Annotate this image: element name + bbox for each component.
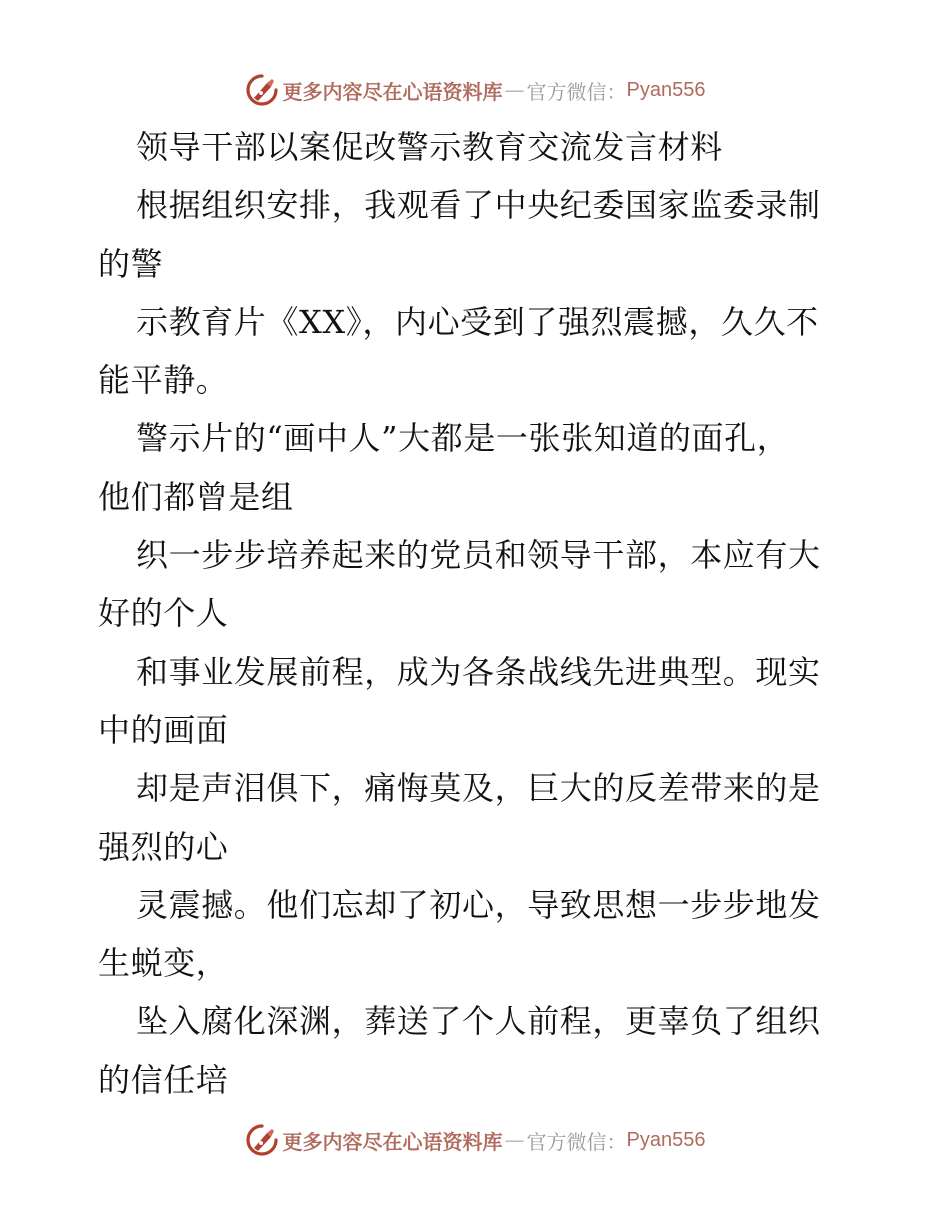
- header-contact-handle: Pyan556: [626, 78, 706, 101]
- header-contact-label: 官方微信：: [526, 79, 627, 104]
- footer-brand-text: 更多内容尽在心语资料库: [282, 1129, 503, 1154]
- text-line: 他们都曾是组: [98, 477, 294, 516]
- text-line: 的警: [98, 244, 164, 283]
- text-line: 生蜕变，: [98, 944, 229, 983]
- text-line: 却是声泪俱下，痛悔莫及，巨大的反差带来的是: [136, 769, 821, 808]
- text-line: 根据组织安排，我观看了中央纪委国家监委录制: [136, 186, 821, 225]
- text-line: 警示片的“画中人”大都是一张张知道的面孔，: [136, 419, 790, 458]
- pen-nib-logo-icon: [245, 1123, 279, 1157]
- header-brand-text: 更多内容尽在心语资料库: [282, 79, 503, 104]
- document-body: [98, 118, 858, 1109]
- document-title: 领导干部以案促改警示教育交流发言材料: [136, 128, 723, 166]
- text-line: 中的画面: [98, 710, 229, 749]
- footer-contact-handle: Pyan556: [626, 1128, 706, 1151]
- text-line: 的信任培: [98, 1060, 229, 1099]
- footer-banner: [0, 1120, 950, 1160]
- text-line: 好的个人: [98, 594, 229, 633]
- text-line: 织一步步培养起来的党员和领导干部，本应有大: [136, 536, 821, 575]
- footer-contact-label: 官方微信：: [526, 1129, 627, 1154]
- text-line: 坠入腐化深渊，葬送了个人前程，更辜负了组织: [136, 1002, 821, 1041]
- footer-separator: —: [504, 1128, 525, 1152]
- text-line: 灵震撼。他们忘却了初心，导致思想一步步地发: [136, 885, 821, 924]
- text-line: 和事业发展前程，成为各条战线先进典型。现实: [136, 652, 821, 691]
- text-line: 示教育片《XX》，内心受到了强烈震撼，久久不: [136, 302, 819, 341]
- text-line: 强烈的心: [98, 827, 229, 866]
- header-banner: [0, 70, 950, 110]
- text-line: 能平静。: [98, 361, 229, 400]
- pen-nib-logo-icon: [245, 73, 279, 107]
- header-separator: —: [504, 78, 525, 102]
